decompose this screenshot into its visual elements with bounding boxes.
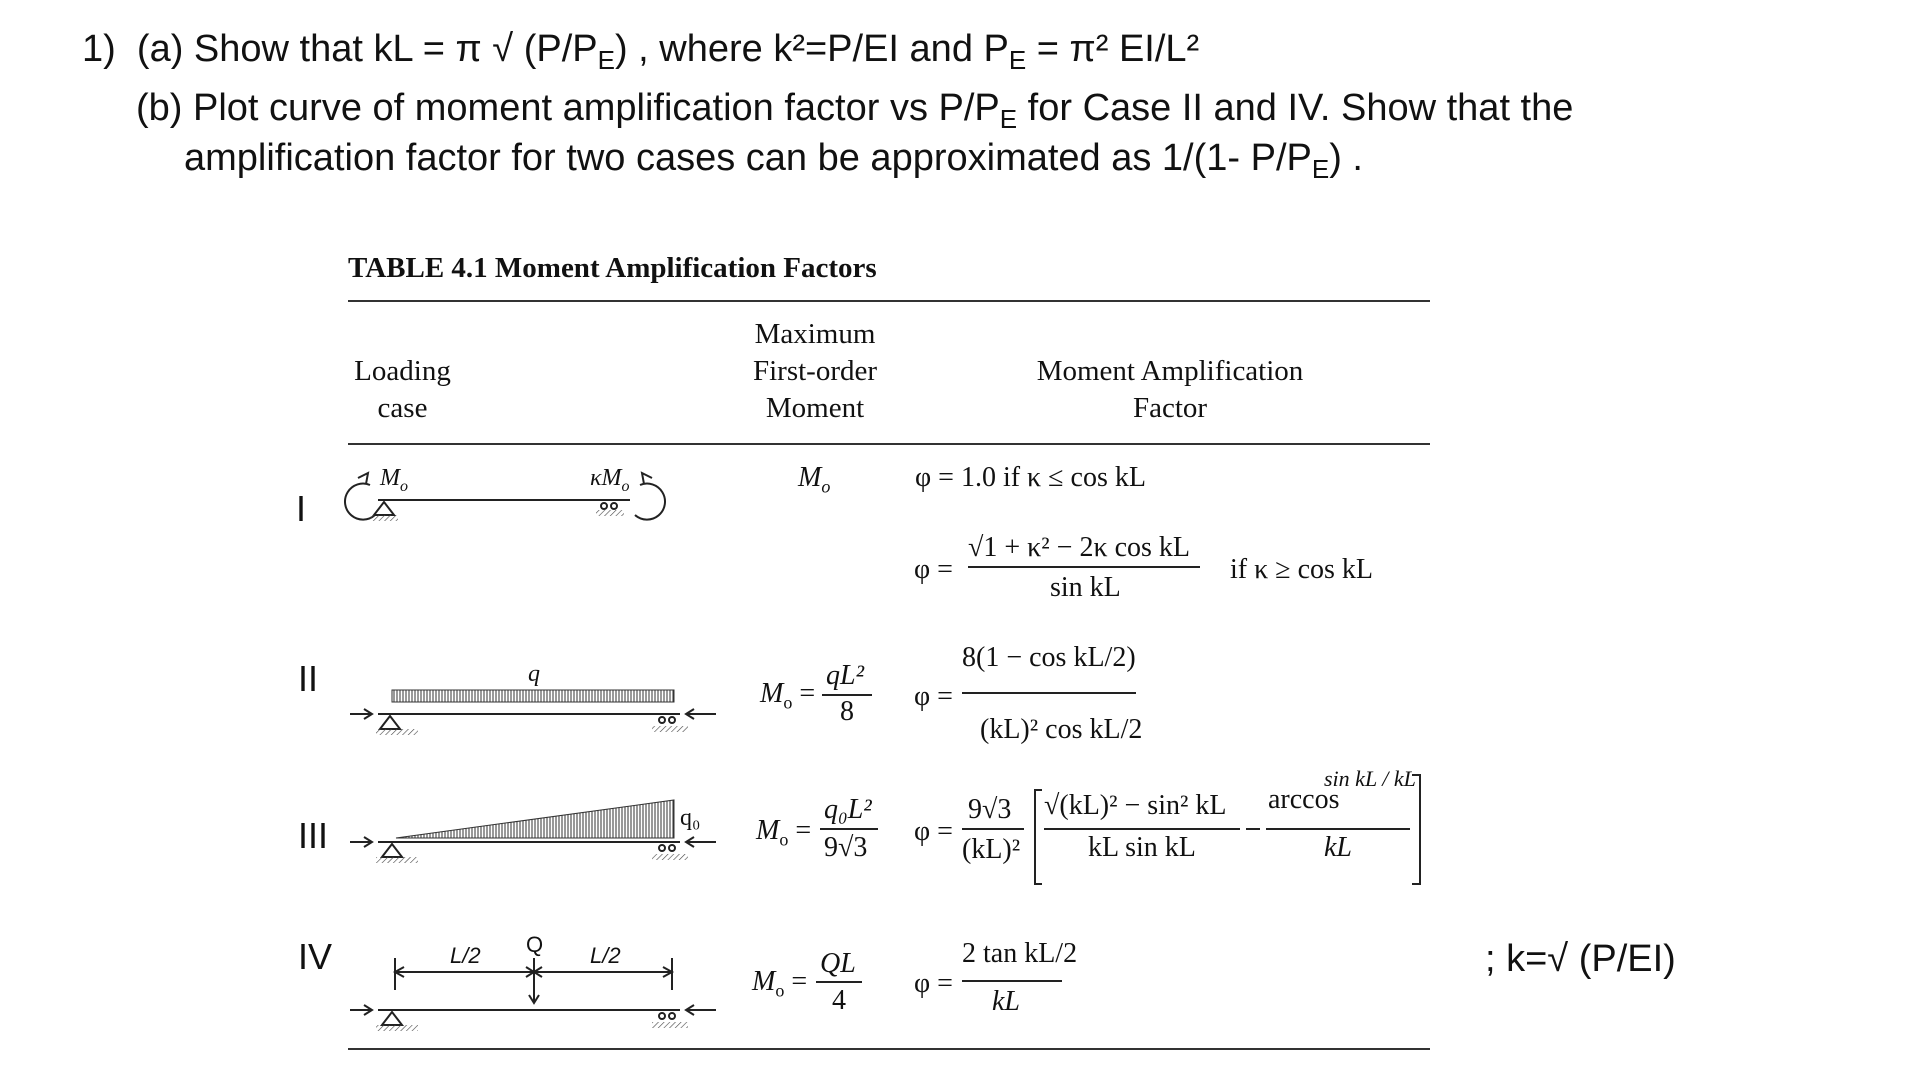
case-III-coef-den: (kL)² [962, 834, 1021, 865]
part-b-line2-pre: amplification factor for two cases can be approximated as 1/(1- P/P [184, 137, 1312, 179]
case-III-term1-bar [1044, 828, 1240, 830]
case-IV-phi: φ = [914, 968, 953, 999]
case-I-moment: $M_o$ [798, 462, 831, 497]
case-II-beam [350, 690, 716, 735]
case-III-moment-den: 9√3 [824, 832, 868, 863]
header-first-order-moment: Maximum First-order Moment [752, 318, 878, 424]
case-label-II: II [298, 658, 319, 699]
part-b-line2-post: ) . [1329, 137, 1363, 179]
case-I-right-moment-label: $\kappa M_o$ [590, 465, 630, 495]
part-b-line1-post: for Case II and IV. Show that the [1017, 87, 1574, 129]
header-loading-case: Loading case [354, 355, 451, 424]
case-IV-den: kL [992, 986, 1020, 1017]
case-III-load-label: q₀ [680, 805, 701, 831]
case-III-term2-bar [1266, 828, 1410, 830]
case-IV-right-half-label: L/2 [590, 943, 621, 968]
case-I-left-moment-label: $M_o$ [380, 465, 408, 495]
question-line-a: 1) (a) Show that kL = π √ $(P/P_E)$ , where k²=P/EI and $P_E = \pi^2$ EI/L² [82, 28, 1200, 75]
case-I-formula-2-lhs: φ = [914, 554, 953, 585]
table-caption: TABLE 4.1 Moment Amplification Factors [348, 252, 877, 284]
case-III-term1-num: √(kL)² − sin² kL [1044, 790, 1227, 821]
case-II-num: 8(1 − cos kL/2) [962, 642, 1136, 673]
question-line-b2: amplification factor for two cases can be approximated as 1/(1- $P/P_E$) . [184, 137, 1363, 184]
case-I-formula-2-condition: if κ ≥ cos kL [1230, 554, 1374, 585]
case-label-I: I [296, 488, 307, 529]
case-IV-bar [962, 980, 1062, 982]
case-II-den: (kL)² cos kL/2 [980, 714, 1143, 745]
case-III-term2-den: kL [1324, 832, 1352, 863]
part-a-eq: = π² EI/L² [1026, 28, 1200, 70]
case-III-minus [1246, 828, 1260, 830]
case-label-IV: IV [298, 936, 333, 977]
case-IV-moment: $M_o$ = [752, 966, 808, 1001]
case-III-moment-num: q₀L² [824, 794, 872, 825]
header-amplification-factor: Moment Amplification Factor [1036, 355, 1304, 424]
case-II-moment: $M_o$ = [760, 678, 816, 713]
case-III-moment-bar [820, 828, 878, 830]
case-IV-left-half-label: L/2 [450, 943, 481, 968]
part-b-line1-pre: (b) Plot curve of moment amplification factor vs P/P [136, 87, 1000, 129]
case-II-bar [962, 692, 1136, 694]
case-II-moment-num: qL² [826, 660, 864, 691]
case-III-coef-num: 9√3 [968, 794, 1012, 825]
case-II-load-label: q [528, 661, 540, 687]
case-III-moment: $M_o$ = [756, 815, 812, 850]
case-III-coef-bar [962, 828, 1024, 830]
part-a-prefix: (a) Show that kL = π √ (P/P [136, 28, 598, 70]
side-note-k-definition: ; k=√ (P/EI) [1485, 938, 1676, 980]
case-IV-beam [350, 958, 716, 1031]
case-III-beam [350, 800, 716, 863]
case-label-III: III [298, 815, 329, 856]
case-I-formula-2-den: sin kL [1050, 572, 1121, 603]
case-III-term2-pre: arccos [1268, 784, 1340, 815]
case-II-moment-den: 8 [840, 696, 854, 727]
case-IV-moment-den: 4 [832, 985, 846, 1016]
question-number: 1) [82, 28, 116, 70]
case-III-phi: φ = [914, 816, 953, 847]
question-line-b1: (b) Plot curve of moment amplification factor vs $P/P_E$ for Case II and IV. Show that the [136, 87, 1574, 134]
case-IV-num: 2 tan kL/2 [962, 938, 1078, 969]
case-II-phi: φ = [914, 681, 953, 712]
case-III-term1-den: kL sin kL [1088, 832, 1196, 863]
case-I-formula-2-num: √1 + κ² − 2κ cos kL [968, 532, 1190, 563]
case-IV-moment-bar [816, 981, 862, 983]
part-a-mid: ) , where k²=P/EI and P [614, 28, 1009, 70]
case-IV-moment-num: QL [820, 948, 856, 979]
case-III-term2-num: sin kL / kL [1324, 766, 1416, 791]
case-IV-load-label: Q [526, 932, 544, 957]
case-I-formula-2-bar [968, 566, 1200, 568]
case-I-formula-1: φ = 1.0 if κ ≤ cos kL [915, 462, 1146, 493]
